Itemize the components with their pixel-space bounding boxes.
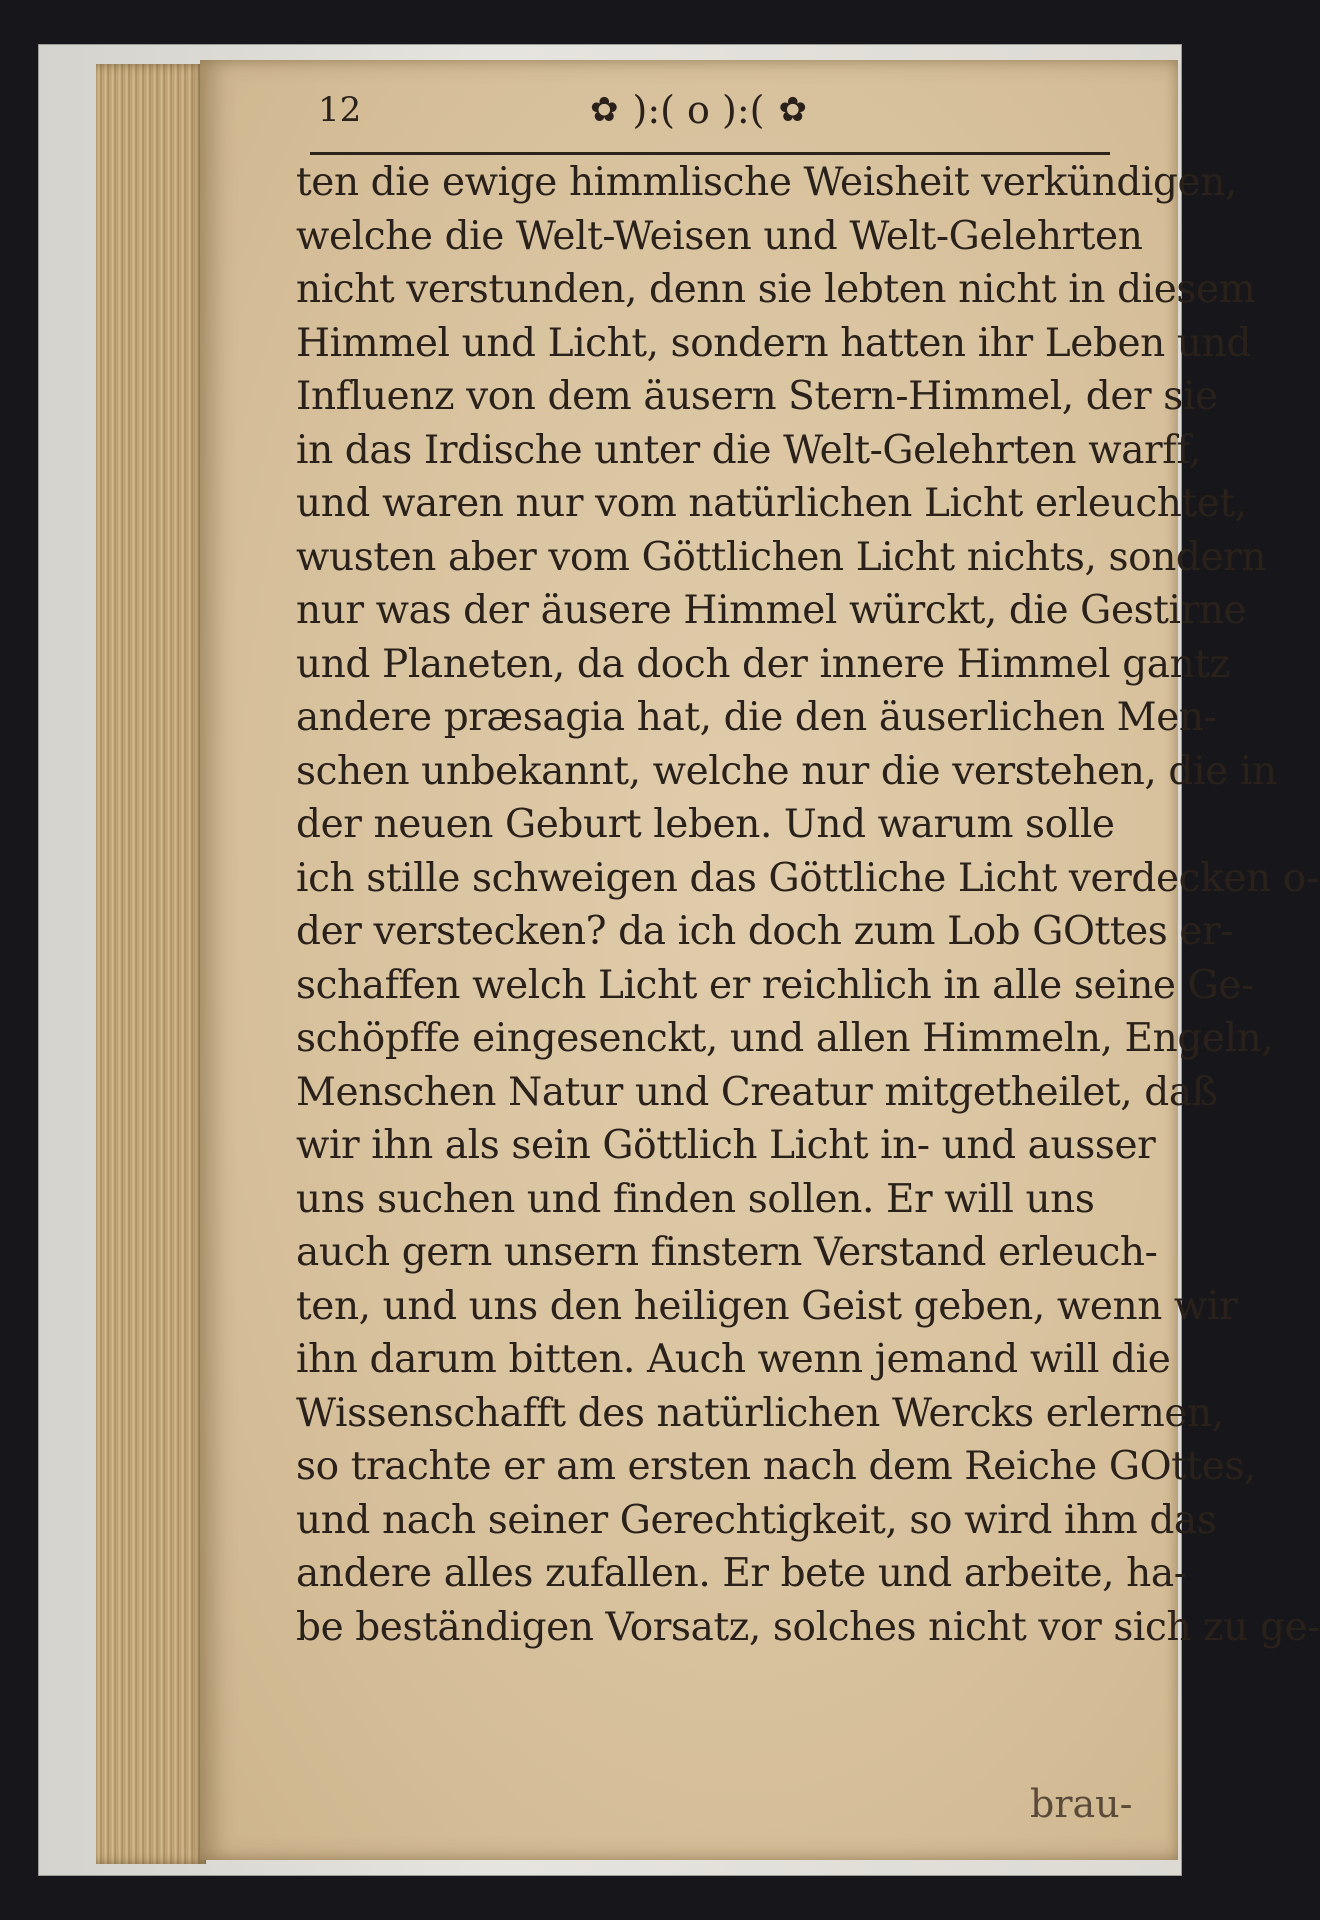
flower-ornament-icon: ✿: [778, 90, 807, 130]
text-line: Himmel und Licht, sondern hatten ihr Leben und: [296, 320, 1251, 366]
text-line: und nach seiner Gerechtigkeit, so wird ihm das: [296, 1497, 1217, 1543]
page-number: 12: [318, 90, 362, 130]
text-line: be beständigen Vorsatz, solches nicht vor sich zu ge-: [296, 1604, 1320, 1650]
text-line: Menschen Natur und Creatur mitgetheilet, daß: [296, 1069, 1218, 1115]
text-line: ten, und uns den heiligen Geist geben, wenn wir: [296, 1283, 1238, 1329]
ornament-center: ):( o ):(: [632, 88, 765, 132]
text-line: auch gern unsern finstern Verstand erleuch-: [296, 1230, 1158, 1275]
flower-ornament-icon: ✿: [590, 90, 619, 130]
text-line: schen unbekannt, welche nur die verstehen, die in: [296, 748, 1277, 794]
text-line: ich stille schweigen das Göttliche Licht verdecken o-: [296, 855, 1319, 901]
text-line: ten die ewige himmlische Weisheit verkündigen,: [296, 160, 1237, 205]
text-line: und Planeten, da doch der innere Himmel gantz: [296, 641, 1230, 687]
text-line: andere alles zufallen. Er bete und arbeite, ha-: [296, 1551, 1187, 1596]
header-ornament: [590, 88, 807, 132]
text-line: andere præsagia hat, die den äuserlichen Men-: [296, 695, 1217, 740]
page-edges: [96, 64, 206, 1864]
text-line: schaffen welch Licht er reichlich in alle seine Ge-: [296, 962, 1254, 1008]
book-page: [200, 60, 1320, 1860]
text-line: und waren nur vom natürlichen Licht erleuchtet,: [296, 481, 1247, 526]
text-line: nicht verstunden, denn sie lebten nicht in diesem: [296, 267, 1256, 312]
text-line: wusten aber vom Göttlichen Licht nichts, sondern: [296, 534, 1267, 580]
page-text: [296, 156, 1320, 1654]
text-line: in das Irdische unter die Welt-Gelehrten warff,: [296, 427, 1201, 473]
text-line: der verstecken? da ich doch zum Lob GOttes er-: [296, 909, 1234, 954]
text-line: ihn darum bitten. Auch wenn jemand will die: [296, 1337, 1171, 1382]
catchword: brau-: [1030, 1782, 1133, 1826]
text-line: der neuen Geburt leben. Und warum solle: [296, 802, 1115, 847]
text-line: Influenz von dem äusern Stern-Himmel, der sie: [296, 374, 1218, 419]
text-line: wir ihn als sein Göttlich Licht in- und ausser: [296, 1123, 1156, 1168]
text-line: so trachte er am ersten nach dem Reiche GOttes,: [296, 1444, 1256, 1489]
text-line: Wissenschafft des natürlichen Wercks erlernen,: [296, 1390, 1224, 1436]
text-line: nur was der äusere Himmel würckt, die Gestirne: [296, 588, 1247, 633]
text-line: welche die Welt-Weisen und Welt-Gelehrten: [296, 213, 1143, 259]
header-rule: [310, 152, 1110, 155]
text-line: uns suchen und finden sollen. Er will uns: [296, 1176, 1095, 1222]
text-line: schöpffe eingesenckt, und allen Himmeln, Engeln,: [296, 1016, 1274, 1061]
